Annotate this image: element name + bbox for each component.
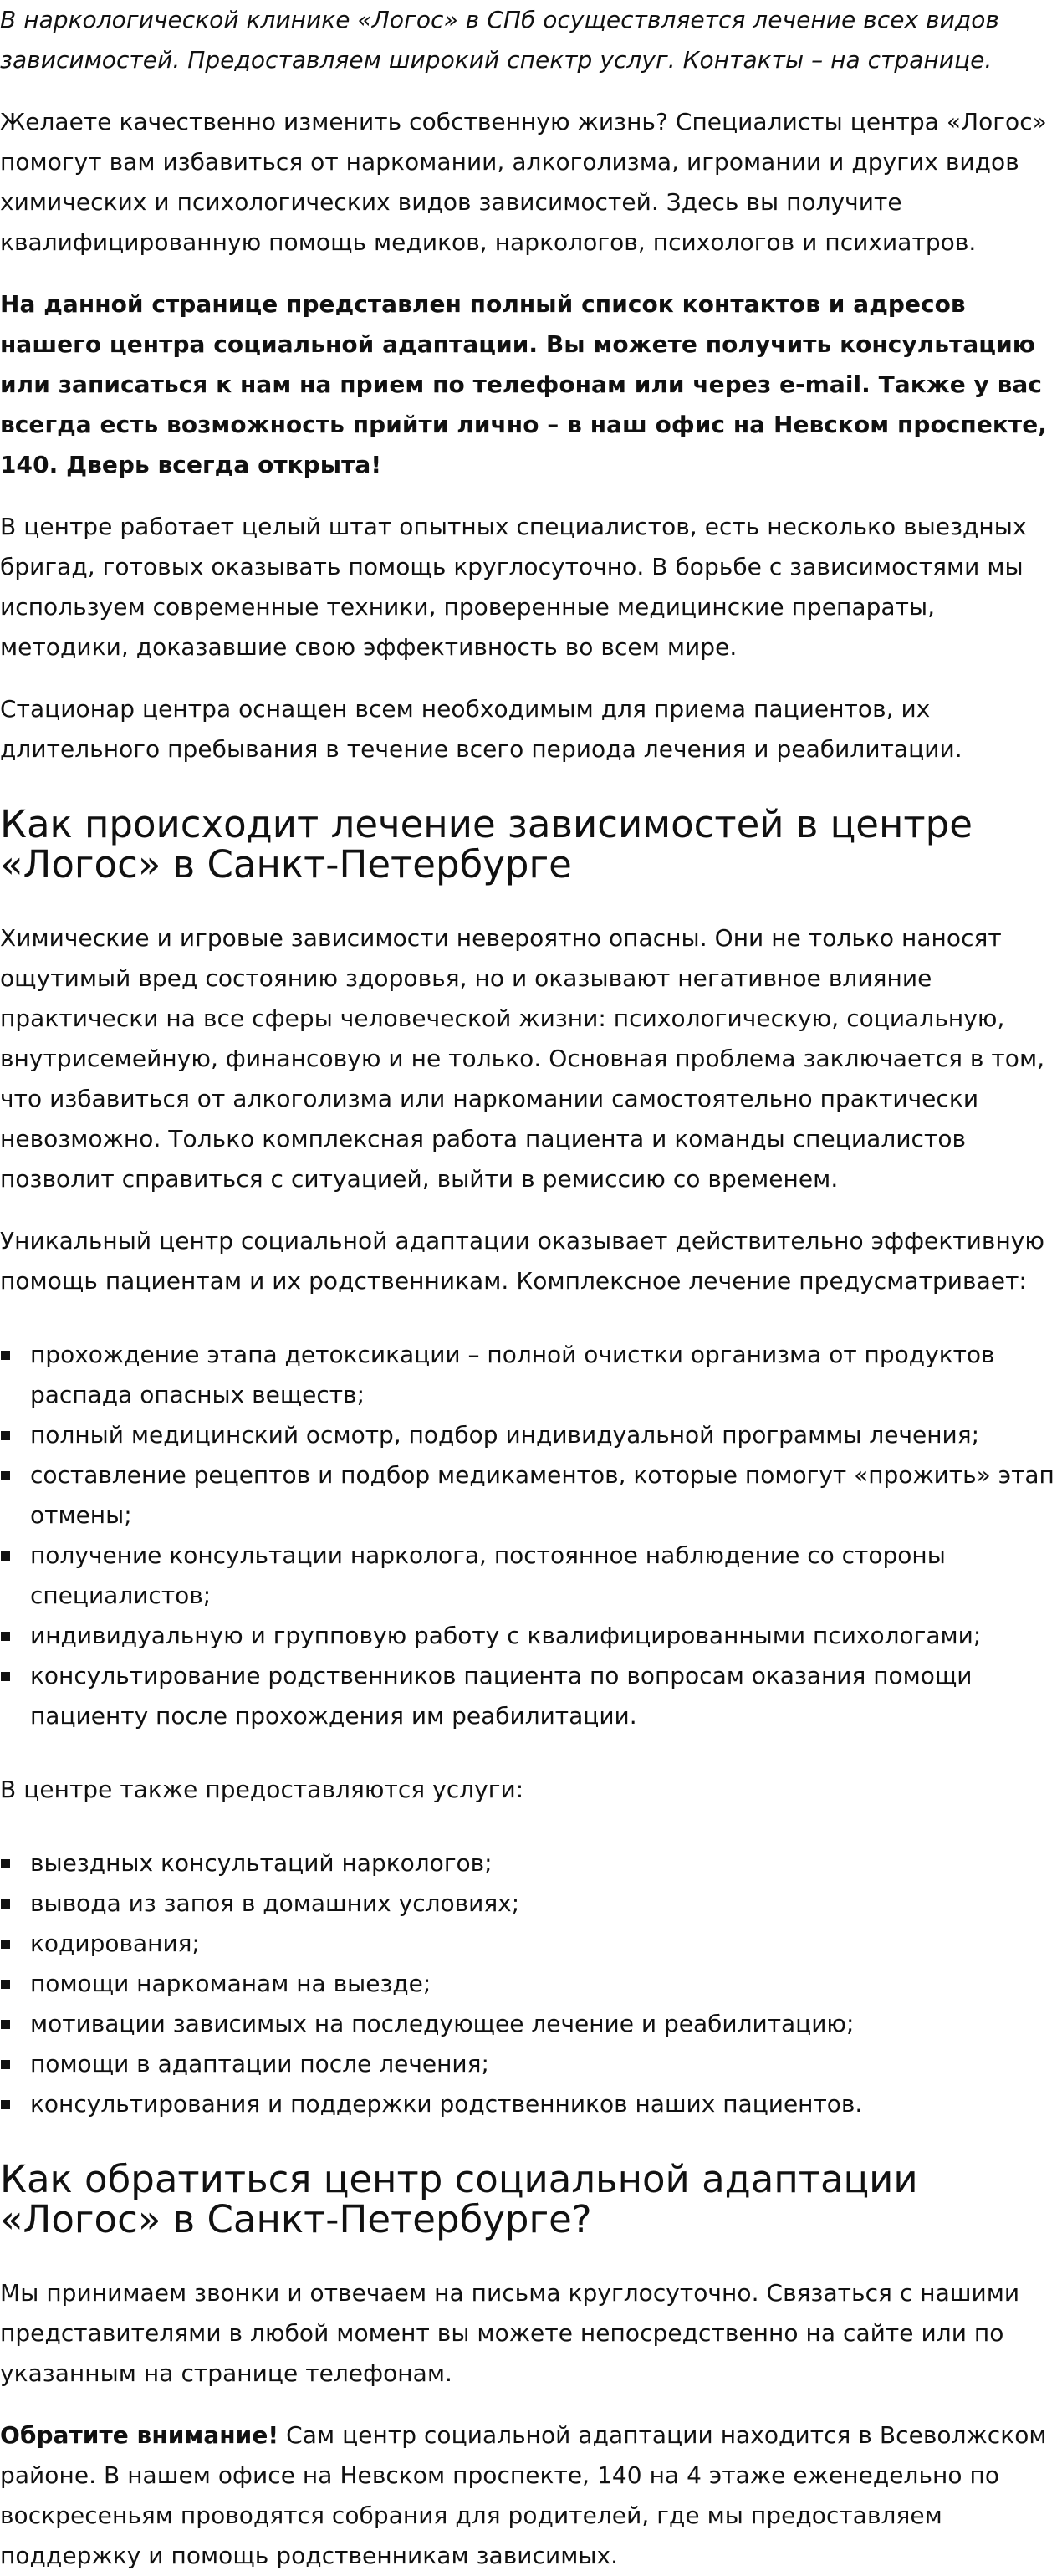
heading-contact: Как обратиться центр социальной адаптации «Логос» в Санкт-Петербурге? [0,2157,918,2241]
bullet-icon [1,2060,10,2069]
bullet-icon [1,1980,10,1989]
bullet-icon [1,1859,10,1868]
treatment-list [0,1335,1062,1736]
list-item: кодирования; [0,1924,1062,1964]
bullet-icon [1,2020,10,2029]
paragraph-1: Желаете качественно изменить собственную жизнь? Специалисты центра «Логос» помогут вам избавиться от наркомании, алкоголизма, игромании и других видов химических и психологических видов зависимостей. Здесь вы получите квалифицированную помощь медиков, наркологов, психологов и психиатров. [0,108,1047,256]
bullet-icon [1,1672,10,1681]
paragraph-8 [0,2415,1062,2576]
paragraph-8-text: Сам центр социальной адаптации находится в Всеволжском районе. В нашем офисе на Невском проспекте, 140 на 4 этаже еженедельно по воскресеньям проводятся собрания для родителей, где мы предоставляем поддержку и помощь родственникам зависимых. [0,2421,1047,2569]
list-item: получение консультации нарколога, постоянное наблюдение со стороны специалистов; [0,1536,1062,1616]
paragraph-3: Стационар центра оснащен всем необходимым для приема пациентов, их длительного пребывания в течение всего периода лечения и реабилитации. [0,695,962,763]
paragraph-6: В центре также предоставляются услуги: [0,1776,524,1803]
paragraph-5: Уникальный центр социальной адаптации оказывает действительно эффективную помощь пациентам и их родственникам. Комплексное лечение предусматривает: [0,1227,1045,1295]
list-item: прохождение этапа детоксикации – полной очистки организма от продуктов распада опасных веществ; [0,1335,1062,1415]
list-item: мотивации зависимых на последующее лечение и реабилитацию; [0,2004,1062,2044]
list-item: помощи наркоманам на выезде; [0,1964,1062,2004]
intro-paragraph: В наркологической клинике «Логос» в СПб осуществляется лечение всех видов зависимостей. Предоставляем широкий спектр услуг. Контакты – на странице. [0,6,1000,74]
list-item: выездных консультаций наркологов; [0,1843,1062,1883]
bullet-icon [1,1551,10,1561]
services-list [0,1843,1062,2124]
paragraph-2: В центре работает целый штат опытных специалистов, есть несколько выездных бригад, готовых оказывать помощь круглосуточно. В борьбе с зависимостями мы используем современные техники, проверенные медицинские препараты, методики, доказавшие свою эффективность во всем мире. [0,513,1027,661]
heading-treatment: Как происходит лечение зависимостей в центре «Логос» в Санкт-Петербурге [0,802,973,887]
list-item: полный медицинский осмотр, подбор индивидуальной программы лечения; [0,1415,1062,1455]
paragraph-4: Химические и игровые зависимости невероятно опасны. Они не только наносят ощутимый вред состоянию здоровья, но и оказывают негативное влияние практически на все сферы человеческой жизни: психологическую, социальную, внутрисемейную, финансовую и не только. Основная проблема заключается в том, что избавиться от алкоголизма или наркомании самостоятельно практически невозможно. Только комплексная работа пациента и команды специалистов позволит справиться с ситуацией, выйти в ремиссию со временем. [0,924,1045,1193]
bullet-icon [1,1632,10,1641]
bullet-icon [1,1471,10,1480]
list-item: составление рецептов и подбор медикаментов, которые помогут «прожить» этап отмены; [0,1455,1062,1536]
bullet-icon [1,1940,10,1949]
bullet-icon [1,2100,10,2109]
attention-label: Обратите внимание! [0,2421,279,2449]
list-item: вывода из запоя в домашних условиях; [0,1883,1062,1924]
bullet-icon [1,1351,10,1360]
bullet-icon [1,1899,10,1909]
list-item: помощи в адаптации после лечения; [0,2044,1062,2084]
list-item: консультирование родственников пациента по вопросам оказания помощи пациенту после прохождения им реабилитации. [0,1656,1062,1736]
contacts-notice: На данной странице представлен полный список контактов и адресов нашего центра социальной адаптации. Вы можете получить консультацию или записаться к нам на прием по телефонам или через e-mail. Также у вас всегда есть возможность прийти лично – в наш офис на Невском проспекте, 140. Дверь всегда открыта! [0,290,1047,478]
list-item: консультирования и поддержки родственников наших пациентов. [0,2084,1062,2124]
bullet-icon [1,1431,10,1440]
paragraph-7: Мы принимаем звонки и отвечаем на письма круглосуточно. Связаться с нашими представителями в любой момент вы можете непосредственно на сайте или по указанным на странице телефонам. [0,2279,1020,2387]
list-item: индивидуальную и групповую работу с квалифицированными психологами; [0,1616,1062,1656]
